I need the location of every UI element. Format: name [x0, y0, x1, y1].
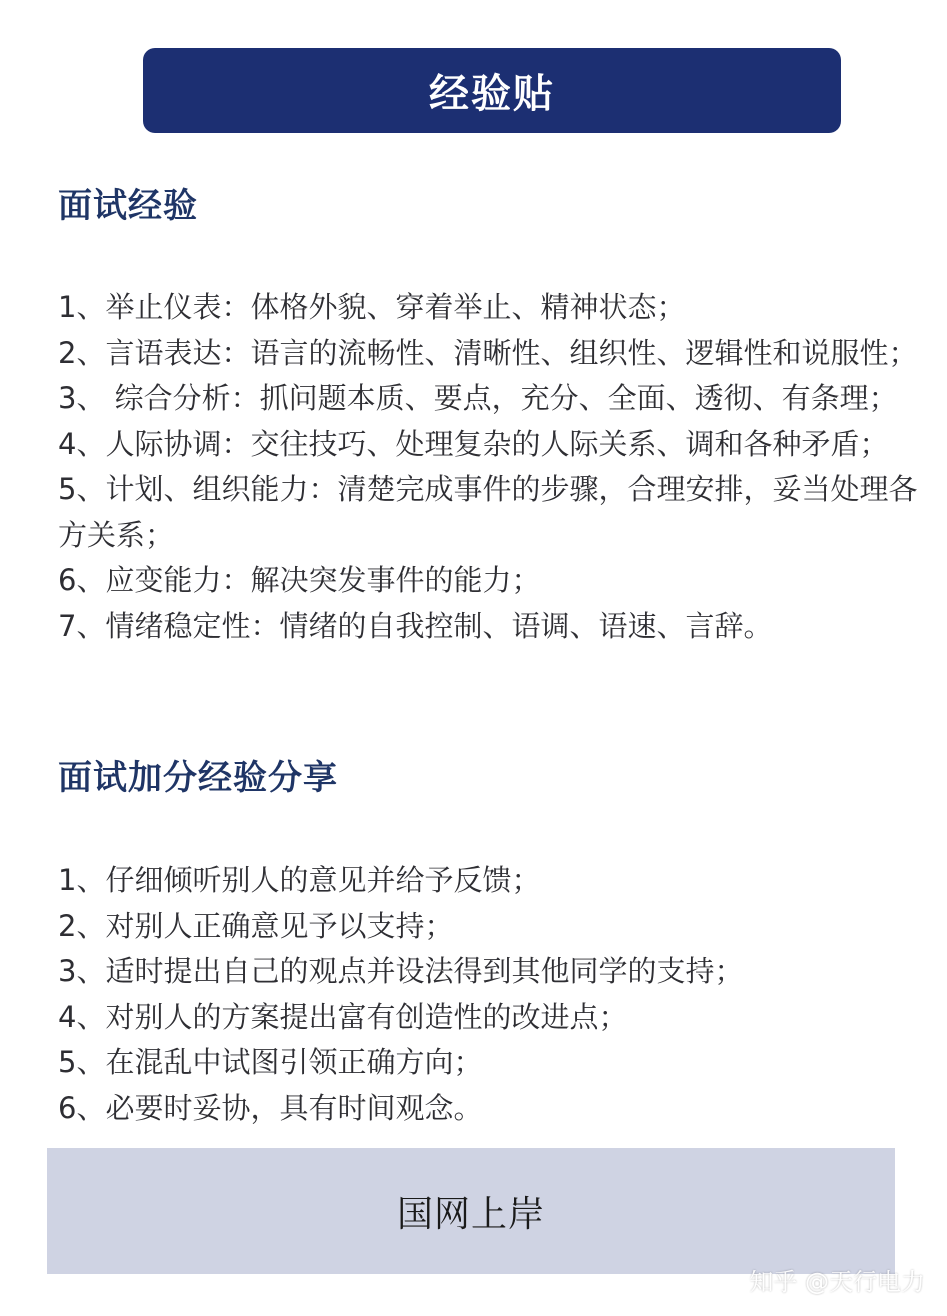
watermark: 知乎 @天行电力	[749, 1268, 925, 1296]
list-item: 5、在混乱中试图引领正确方向；	[58, 1045, 483, 1079]
footer-text: 国网上岸	[396, 1193, 545, 1235]
list-item: 5、计划、组织能力：清楚完成事件的步骤，合理安排，妥当处理各方关系；	[58, 472, 918, 552]
list-item: 2、言语表达：语言的流畅性、清晰性、组织性、逻辑性和说服性；	[58, 335, 918, 370]
list-item: 2、对别人正确意见予以支持；	[58, 908, 454, 943]
list-item: 7、情绪稳定性：情绪的自我控制、语调、语速、言辞。	[58, 608, 773, 643]
list-item: 4、人际协调：交往技巧、处理复杂的人际关系、调和各种矛盾；	[58, 426, 889, 461]
page-title: 经验贴	[429, 71, 555, 117]
section-heading-interview-experience: 面试经验	[58, 186, 198, 226]
title-banner	[143, 48, 841, 133]
list-item: 6、必要时妥协，具有时间观念。	[58, 1090, 483, 1125]
list-item: 3、 综合分析：抓问题本质、要点，充分、全面、透彻、有条理；	[58, 381, 898, 415]
list-item: 1、仔细倾听别人的意见并给予反馈；	[58, 863, 541, 897]
list-item: 6、应变能力：解决突发事件的能力；	[58, 563, 541, 597]
interview-experience-list	[58, 285, 938, 649]
list-item: 4、对别人的方案提出富有创造性的改进点；	[58, 999, 628, 1034]
section-heading-bonus-tips: 面试加分经验分享	[58, 758, 338, 798]
list-item: 3、适时提出自己的观点并设法得到其他同学的支持；	[58, 954, 744, 988]
list-item: 1、举止仪表：体格外貌、穿着举止、精神状态；	[58, 290, 686, 324]
bonus-tips-list	[58, 858, 938, 1131]
footer-banner	[47, 1148, 895, 1274]
